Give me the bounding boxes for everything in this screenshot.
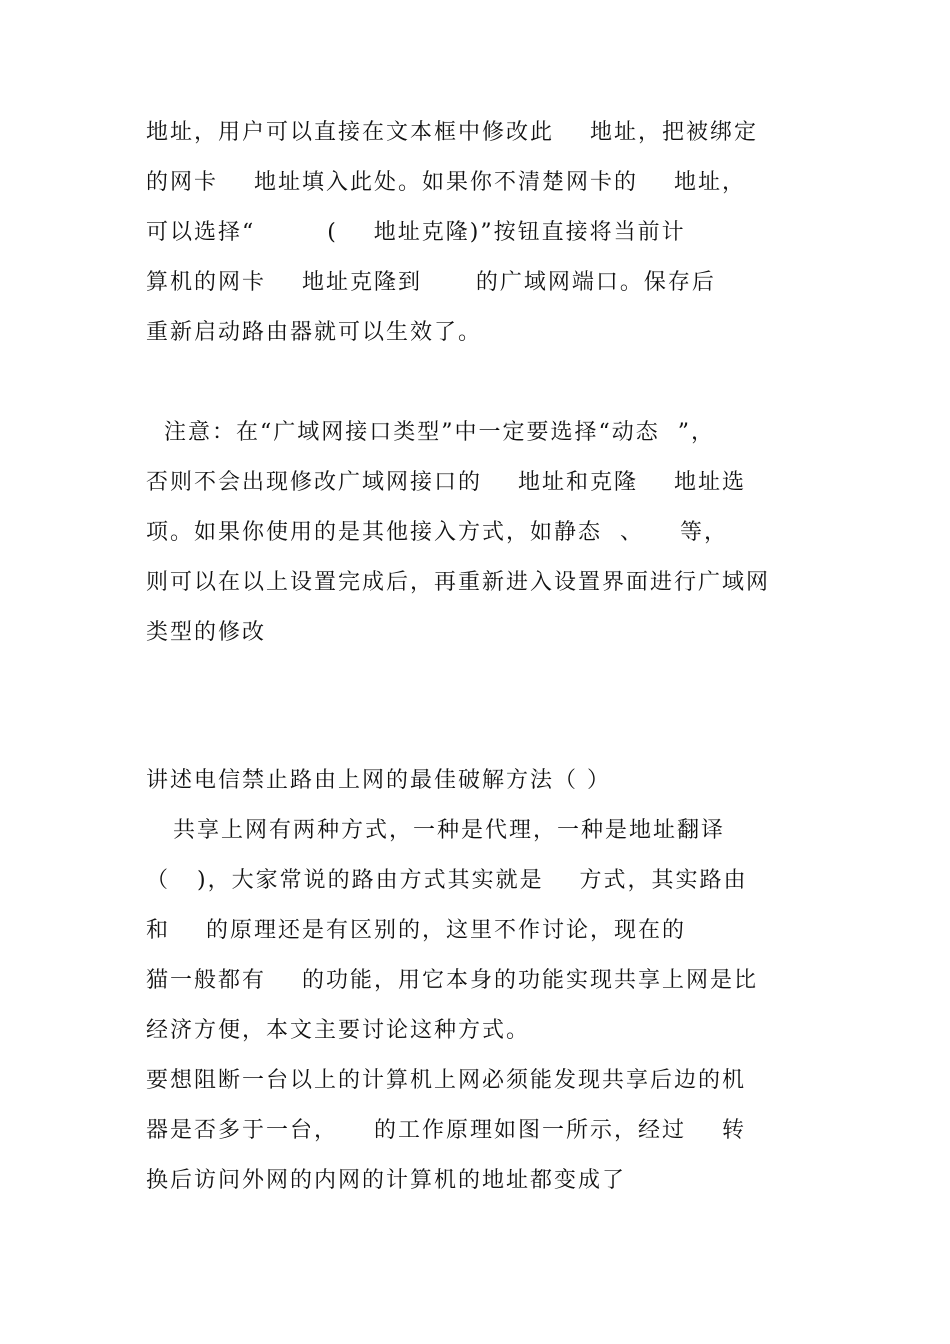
text-line: 则可以在以上设置完成后，再重新进入设置界面进行广域网 <box>146 570 771 595</box>
text-line: 可以选择“ ( 地址克隆)”按钮直接将当前计 <box>146 220 686 245</box>
text-line: 和 的原理还是有区别的，这里不作讨论，现在的 <box>146 918 686 943</box>
text-line: 类型的修改 <box>146 620 267 645</box>
text-line: 重新启动路由器就可以生效了。 <box>146 320 483 345</box>
text-line: 否则不会出现修改广域网接口的 地址和克隆 地址选 <box>146 470 746 495</box>
text-line: 要想阻断一台以上的计算机上网必须能发现共享后边的机 <box>146 1068 747 1093</box>
text-line: 共享上网有两种方式，一种是代理，一种是地址翻译 <box>146 818 725 843</box>
text-line: 注意：在“广域网接口类型”中一定要选择“动态 ”， <box>146 420 715 445</box>
text-line: 算机的网卡 地址克隆到 的广域网端口。保存后 <box>146 270 716 295</box>
text-line: （ )，大家常说的路由方式其实就是 方式，其实路由 <box>146 868 748 893</box>
text-line: 猫一般都有 的功能，用它本身的功能实现共享上网是比 <box>146 968 758 993</box>
text-line: 经济方便，本文主要讨论这种方式。 <box>146 1018 531 1043</box>
text-line: 项。如果你使用的是其他接入方式，如静态 、 等， <box>146 520 728 545</box>
text-line: 器是否多于一台， 的工作原理如图一所示，经过 转 <box>146 1118 746 1143</box>
text-line: 的网卡 地址填入此处。如果你不清楚网卡的 地址， <box>146 170 746 195</box>
section-heading: 讲述电信禁止路由上网的最佳破解方法（ ） <box>146 768 611 793</box>
text-line: 地址，用户可以直接在文本框中修改此 地址，把被绑定 <box>146 120 758 145</box>
text-line: 换后访问外网的内网的计算机的地址都变成了 <box>146 1168 627 1193</box>
